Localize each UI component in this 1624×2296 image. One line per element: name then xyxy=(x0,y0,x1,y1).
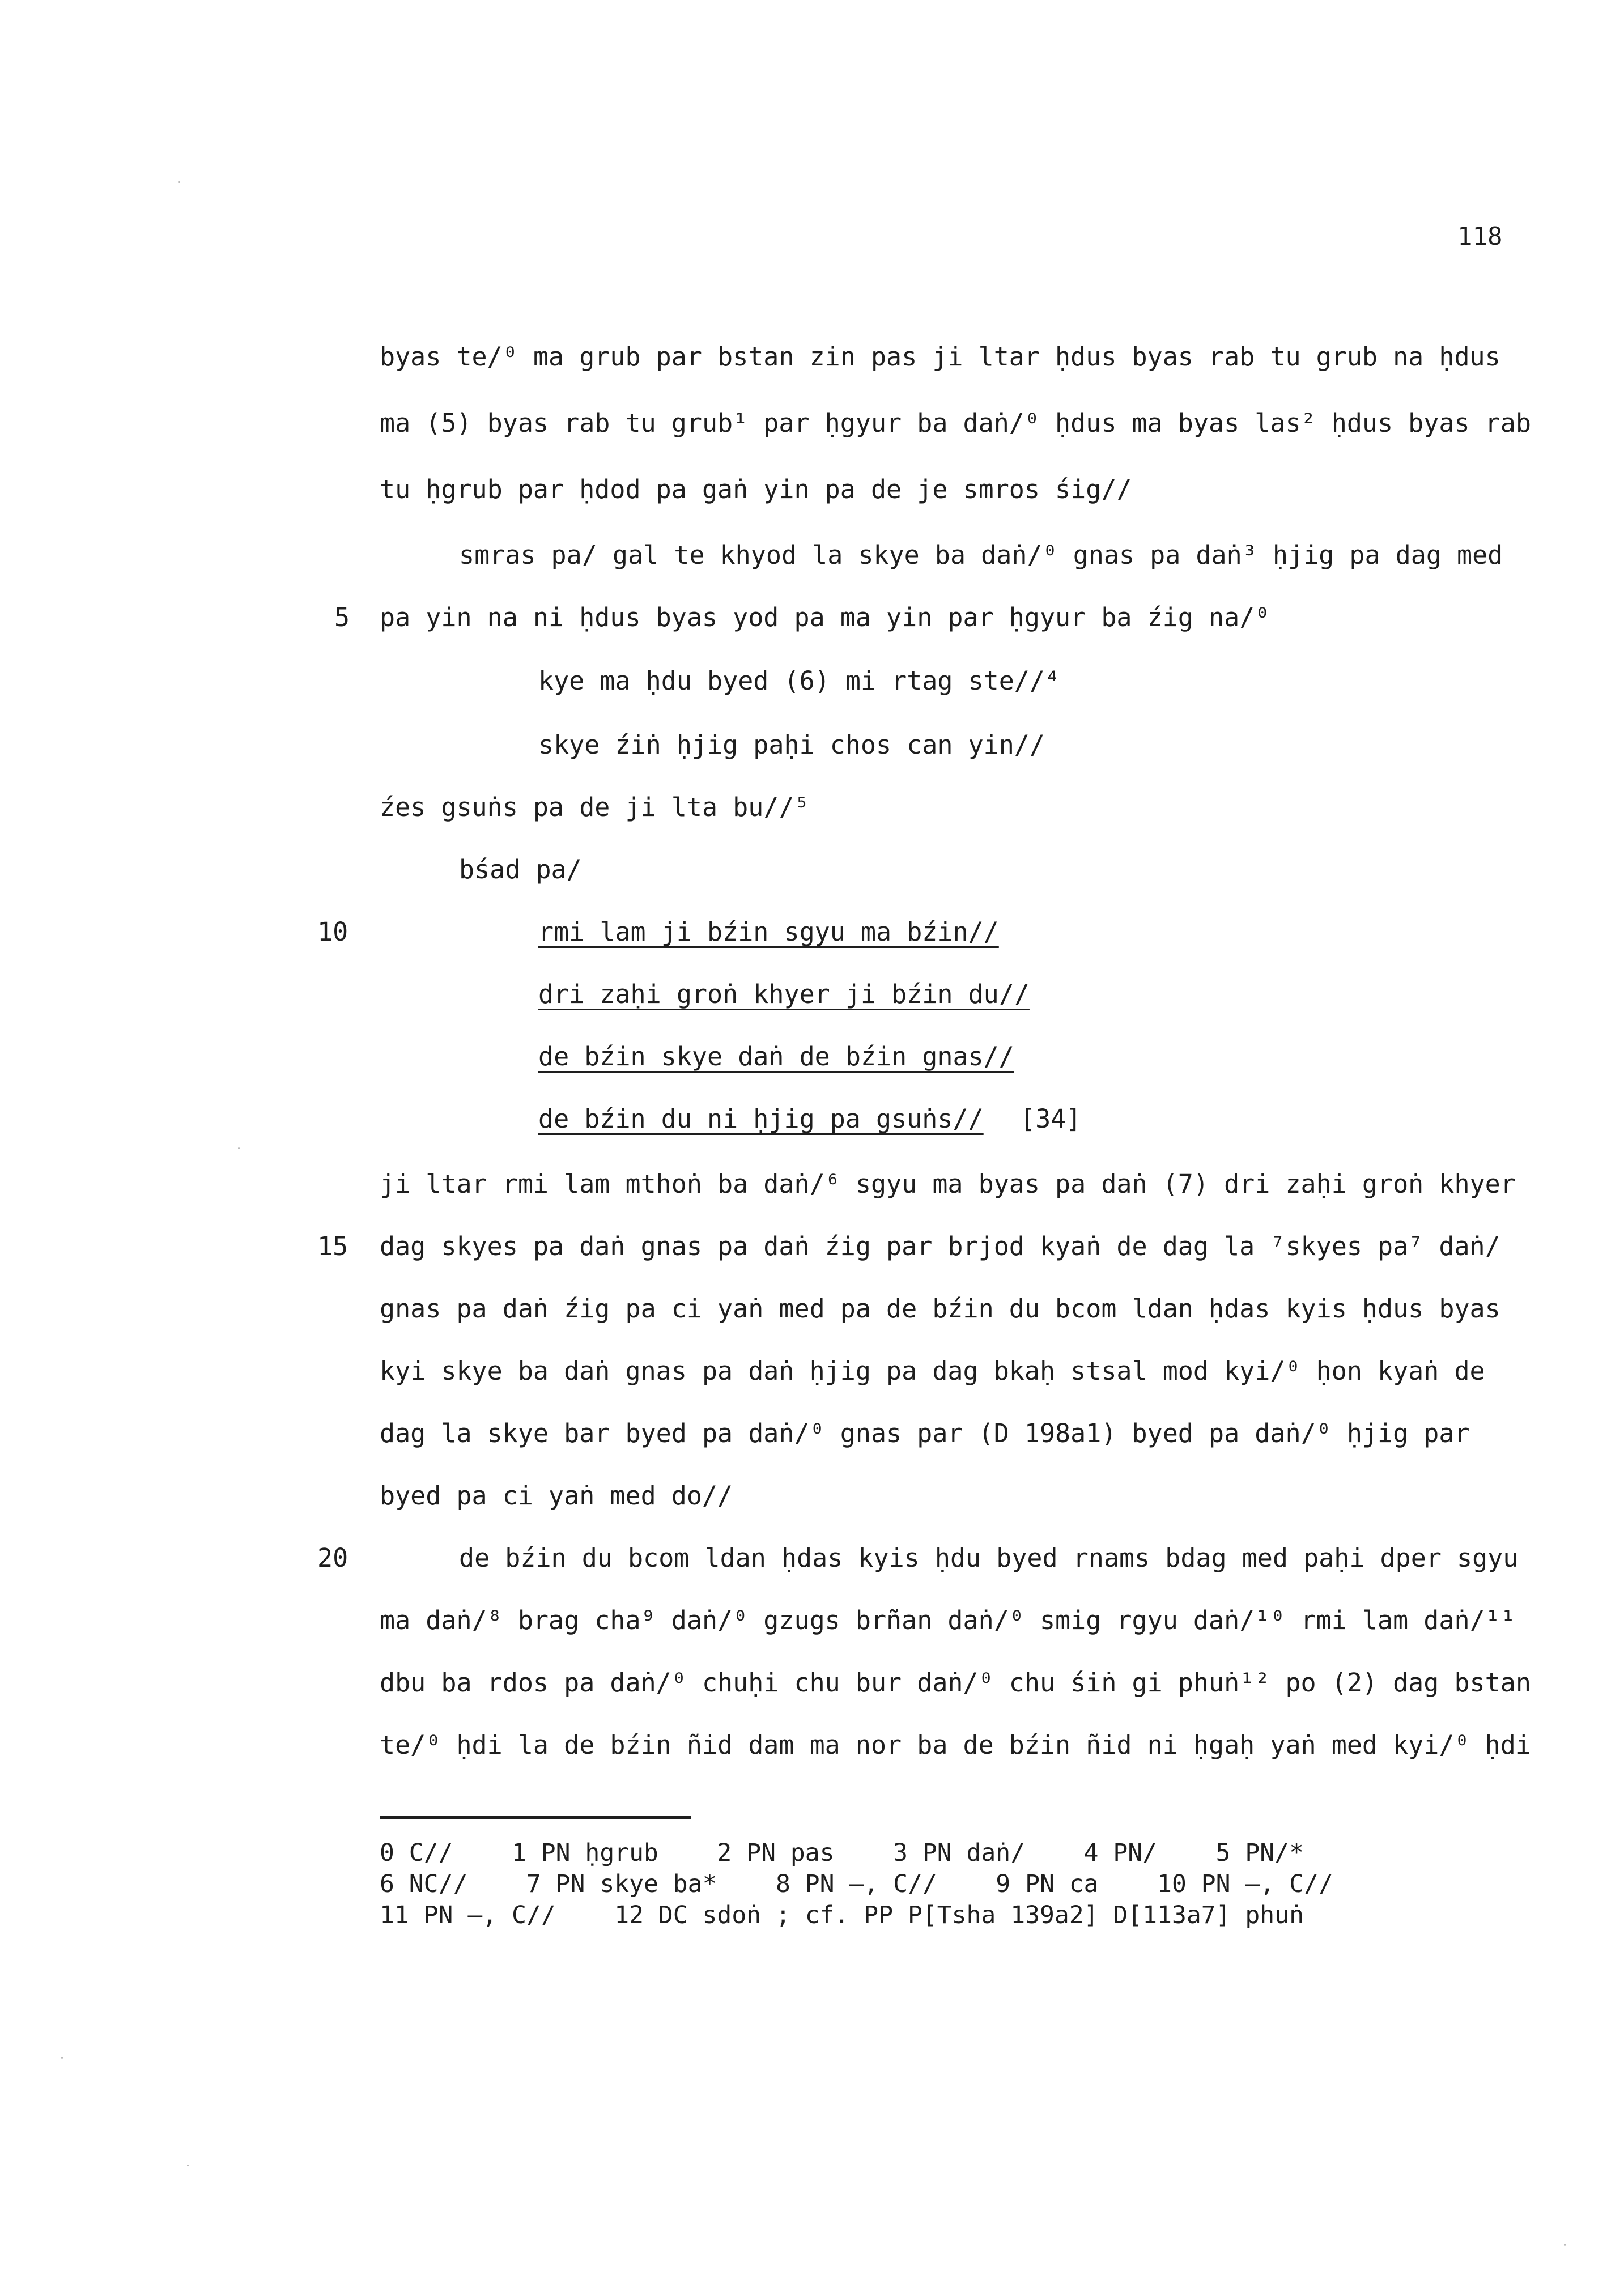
verse-line xyxy=(0,977,1624,1011)
text-line xyxy=(0,601,1624,635)
text-line xyxy=(0,728,1624,762)
scan-speck xyxy=(238,1147,240,1149)
footnote-divider xyxy=(380,1816,691,1819)
line-text: kyi skye ba daṅ gnas pa daṅ ḥjig pa dag bkaḥ stsal mod kyi/⁰ ḥon kyaṅ de xyxy=(380,1356,1485,1386)
scan-speck xyxy=(61,2057,63,2059)
text-line xyxy=(0,1604,1624,1638)
text-line xyxy=(0,853,1624,887)
line-number: 5 xyxy=(334,602,350,632)
text-line xyxy=(0,1479,1624,1513)
text-line xyxy=(0,1354,1624,1388)
line-text: de bźin du bcom ldan ḥdas kyis ḥdu byed rnams bdag med paḥi dper sgyu xyxy=(459,1543,1519,1573)
line-text: pa yin na ni ḥdus byas yod pa ma yin par ḥgyur ba źig na/⁰ xyxy=(380,602,1270,632)
text-line xyxy=(0,1230,1624,1264)
verse-text: de bźin du ni ḥjig pa gsuṅs// xyxy=(538,1104,984,1134)
line-number: 20 xyxy=(317,1543,348,1573)
verse-text: rmi lam ji bźin sgyu ma bźin// xyxy=(538,917,999,947)
text-line xyxy=(0,1541,1624,1575)
footnote-line: 11 PN —, C// 12 DC sdoṅ ; cf. PP P[Tsha 139a2] D[113a7] phuṅ xyxy=(380,1901,1304,1929)
line-number: 10 xyxy=(317,917,348,947)
text-line xyxy=(0,538,1624,572)
text-line xyxy=(0,1417,1624,1451)
scan-speck xyxy=(178,181,180,183)
verse-line xyxy=(0,1102,1624,1136)
footnote-line: 0 C// 1 PN ḥgrub 2 PN pas 3 PN daṅ/ 4 PN/ 5 PN/* xyxy=(380,1839,1304,1867)
text-line xyxy=(0,664,1624,698)
line-text: dag la skye bar byed pa daṅ/⁰ gnas par (D 198a1) byed pa daṅ/⁰ ḥjig par xyxy=(380,1418,1470,1448)
verse-text: dri zaḥi groṅ khyer ji bźin du// xyxy=(538,979,1030,1009)
line-text: źes gsuṅs pa de ji lta bu//⁵ xyxy=(380,792,810,822)
line-text: byed pa ci yaṅ med do// xyxy=(380,1481,733,1511)
scan-speck xyxy=(187,2165,189,2166)
line-text: kye ma ḥdu byed (6) mi rtag ste//⁴ xyxy=(538,666,1061,696)
line-text: bśad pa/ xyxy=(459,854,582,885)
text-line xyxy=(0,1292,1624,1326)
scan-speck xyxy=(1564,2244,1566,2246)
text-line xyxy=(0,790,1624,824)
text-line xyxy=(0,406,1624,440)
line-text: ma (5) byas rab tu grub¹ par ḥgyur ba daṅ/⁰ ḥdus ma byas las² ḥdus byas rab xyxy=(380,408,1531,438)
line-text: byas te/⁰ ma grub par bstan zin pas ji ltar ḥdus byas rab tu grub na ḥdus xyxy=(380,342,1500,372)
line-text: dbu ba rdos pa daṅ/⁰ chuḥi chu bur daṅ/⁰ chu śiṅ gi phuṅ¹² po (2) dag bstan xyxy=(380,1668,1531,1698)
line-text: ji ltar rmi lam mthoṅ ba daṅ/⁶ sgyu ma byas pa daṅ (7) dri zaḥi groṅ khyer xyxy=(380,1169,1516,1199)
text-line xyxy=(0,1666,1624,1700)
line-text: te/⁰ ḥdi la de bźin ñid dam ma nor ba de bźin ñid ni ḥgaḥ yaṅ med kyi/⁰ ḥdi xyxy=(380,1730,1531,1760)
verse-text: de bźin skye daṅ de bźin gnas// xyxy=(538,1041,1014,1072)
line-text: skye źiṅ ḥjig paḥi chos can yin// xyxy=(538,730,1045,760)
folio-reference: [34] xyxy=(1020,1104,1082,1134)
footnote-line: 6 NC// 7 PN skye ba* 8 PN —, C// 9 PN ca 10 PN —, C// xyxy=(380,1870,1333,1898)
line-text: smras pa/ gal te khyod la skye ba daṅ/⁰ gnas pa daṅ³ ḥjig pa dag med xyxy=(459,540,1503,570)
line-text: ma daṅ/⁸ brag cha⁹ daṅ/⁰ gzugs brñan daṅ/⁰ smig rgyu daṅ/¹⁰ rmi lam daṅ/¹¹ xyxy=(380,1605,1516,1635)
verse-line xyxy=(0,1040,1624,1074)
line-text: tu ḥgrub par ḥdod pa gaṅ yin pa de je smros śig// xyxy=(380,474,1132,504)
text-line xyxy=(0,1167,1624,1201)
text-line xyxy=(0,340,1624,374)
verse-line xyxy=(0,915,1624,949)
text-line xyxy=(0,473,1624,507)
text-line xyxy=(0,1728,1624,1762)
line-text: dag skyes pa daṅ gnas pa daṅ źig par brjod kyaṅ de dag la ⁷skyes pa⁷ daṅ/ xyxy=(380,1231,1500,1261)
line-text: gnas pa daṅ źig pa ci yaṅ med pa de bźin du bcom ldan ḥdas kyis ḥdus byas xyxy=(380,1294,1500,1324)
page-number: 118 xyxy=(1457,222,1503,251)
line-number: 15 xyxy=(317,1231,348,1261)
